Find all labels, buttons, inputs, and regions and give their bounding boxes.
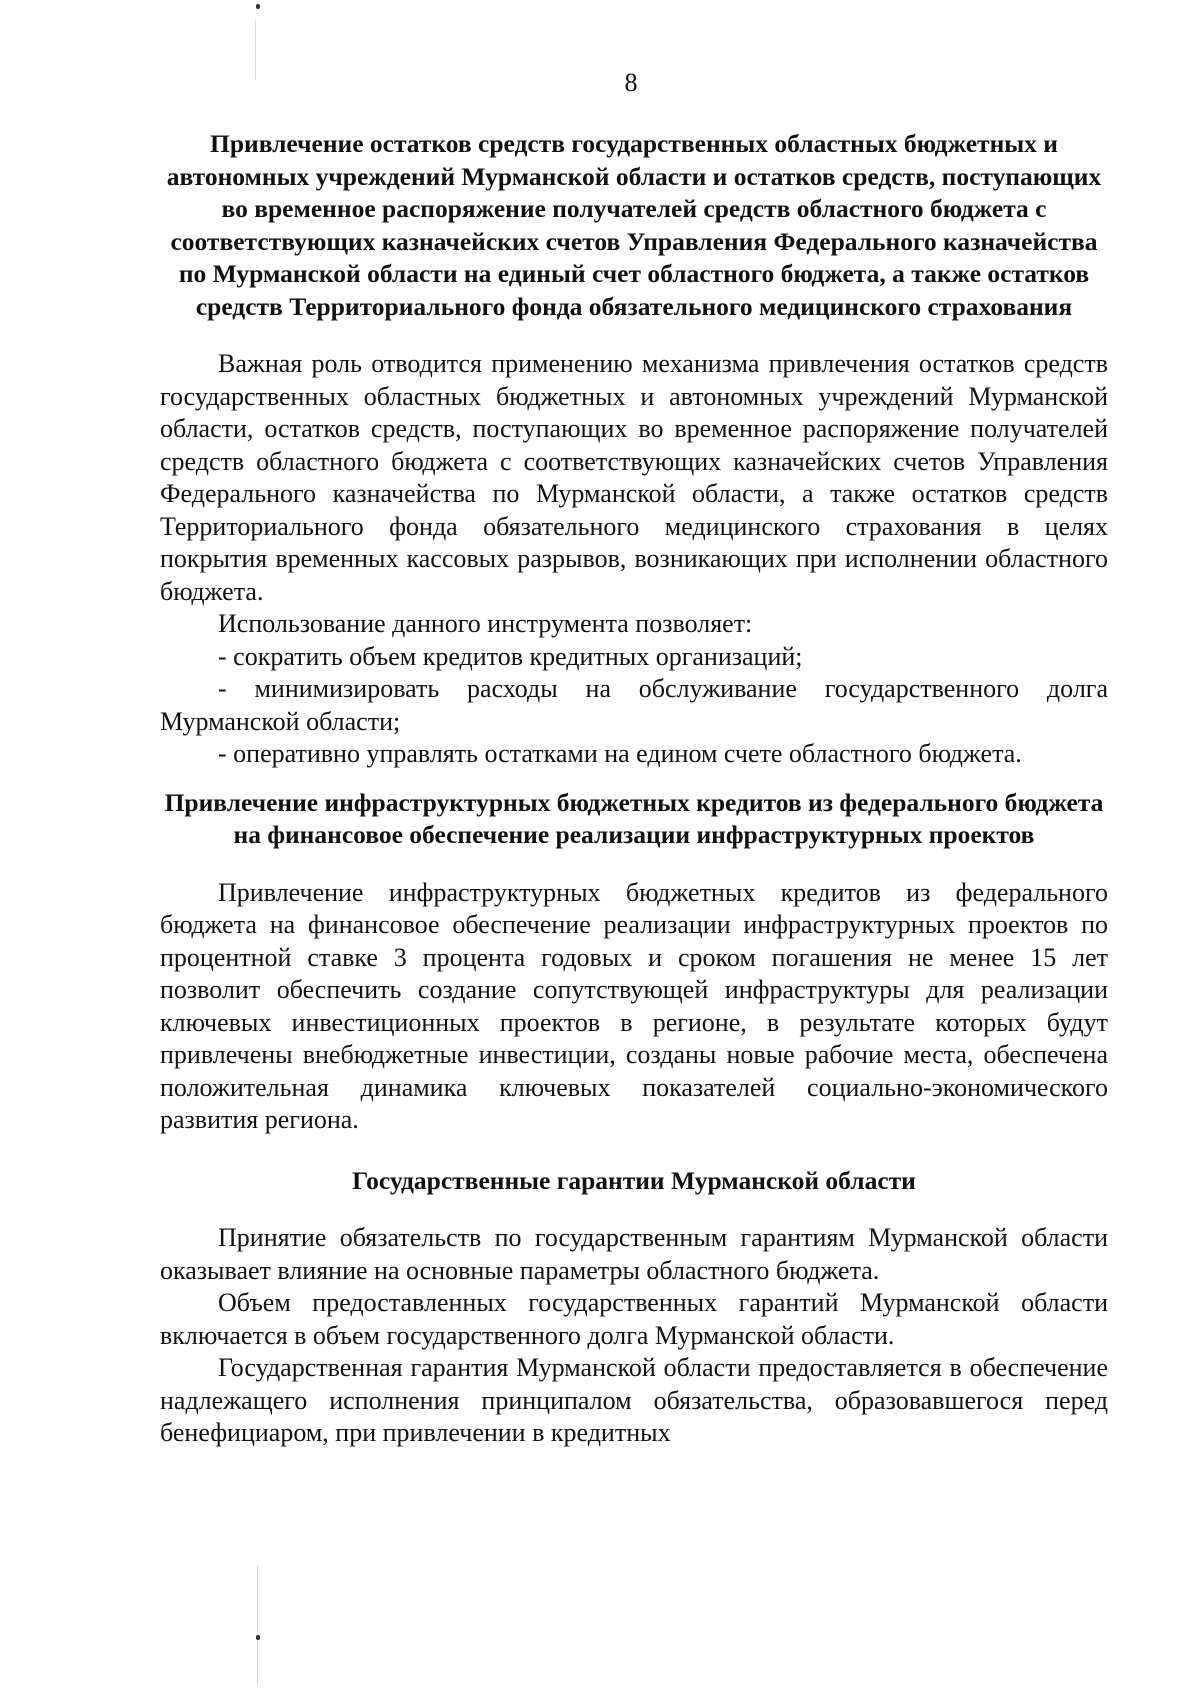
document-body <box>160 128 1108 1450</box>
paragraph: Объем предоставленных государственных гарантий Мурманской области включается в объем государственного долга Мурманской области. <box>160 1288 1108 1350</box>
section-title-balances: Привлечение остатков средств государственных областных бюджетных и автономных учреждений Мурманской области и остатков средств, поступающих во временное распоряжение получателей средств областного бюджета с соответствующих казначейских счетов Управления Федерального казначейства по Мурманской области на единый счет областного бюджета, а также остатков средств Территориального фонда обязательного медицинского страхования <box>166 129 1102 321</box>
paragraph: Важная роль отводится применению механизма привлечения остатков средств государственных областных бюджетных и автономных учреждений Мурманской области, остатков средств, поступающих во временное распоряжение получателей средств областного бюджета с соответствующих казначейских счетов Управления Федерального казначейства по Мурманской области, а также остатков средств Территориального фонда обязательного медицинского страхования в целях покрытия временных кассовых разрывов, возникающих при исполнении областного бюджета. <box>160 349 1108 606</box>
list-item: - оперативно управлять остатками на едином счете областного бюджета. <box>218 739 1022 768</box>
paragraph: Привлечение инфраструктурных бюджетных кредитов из федерального бюджета на финансовое обеспечение реализации инфраструктурных проектов по процентной ставке 3 процента годовых и сроком погашения не менее 15 лет позволит обеспечить создание сопутствующей инфраструктуры для реализации ключевых инвестиционных проектов в регионе, в результате которых будут привлечены внебюджетные инвестиции, созданы новые рабочие места, обеспечена положительная динамика ключевых показателей социально-экономического развития региона. <box>160 877 1108 1134</box>
page-number: 8 <box>624 68 638 97</box>
scan-artifact-dot <box>256 4 260 9</box>
section-title-state-guarantees: Государственные гарантии Мурманской области <box>352 1165 916 1195</box>
list-item: - минимизировать расходы на обслуживание государственного долга Мурманской области; <box>160 674 1108 736</box>
paragraph: Принятие обязательств по государственным гарантиям Мурманской области оказывает влияние на основные параметры областного бюджета. <box>160 1223 1108 1285</box>
paragraph: Использование данного инструмента позволяет: <box>218 609 753 638</box>
scan-artifact-dot <box>256 1635 260 1640</box>
list-item: - сократить объем кредитов кредитных организаций; <box>218 641 803 671</box>
section-title-infrastructure-credits: Привлечение инфраструктурных бюджетных кредитов из федерального бюджета на финансовое обеспечение реализации инфраструктурных проектов <box>164 787 1104 849</box>
scan-artifact-line <box>257 1565 258 1685</box>
paragraph: Государственная гарантия Мурманской области предоставляется в обеспечение надлежащего исполнения принципалом обязательства, образовавшегося перед бенефициаром, при привлечении в кредитных <box>160 1353 1108 1447</box>
